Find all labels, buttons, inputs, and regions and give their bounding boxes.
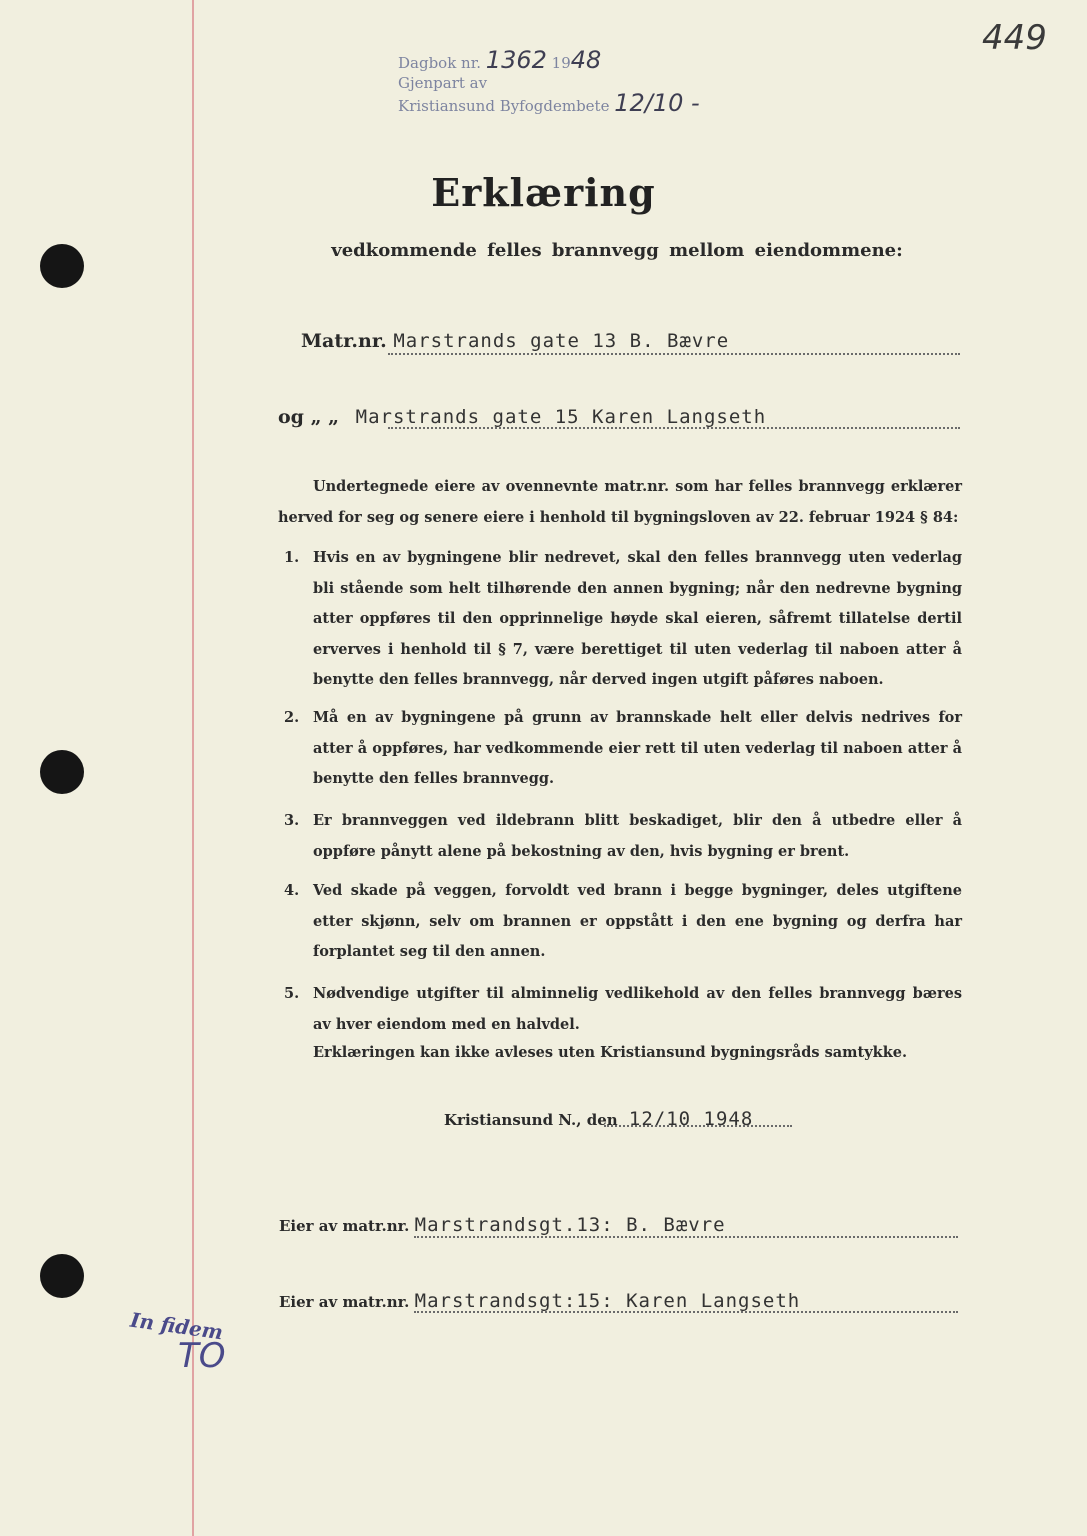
in-fidem-stamp: In fidem bbox=[128, 1307, 225, 1345]
clause-number: 4. bbox=[284, 882, 300, 899]
place-label: Kristiansund N., den bbox=[444, 1111, 618, 1129]
clause-number: 3. bbox=[284, 812, 300, 829]
signature-label: Eier av matr.nr. bbox=[279, 1293, 410, 1311]
clause-number: 5. bbox=[284, 985, 300, 1002]
og-line bbox=[278, 406, 766, 428]
stamp-date-note: 12/10 - bbox=[614, 89, 700, 117]
og-label: og „ „ bbox=[278, 406, 340, 428]
handwritten-initials: TO bbox=[178, 1336, 226, 1376]
matr-label: Matr.nr. bbox=[301, 330, 387, 352]
intro-paragraph: Undertegnede eiere av ovennevnte matr.nr. som har felles brannvegg erklærer herved for seg og senere eiere i henhold til bygningsloven av 22. februar 1924 § 84: bbox=[278, 478, 962, 526]
document-title: Erklæring bbox=[431, 170, 656, 215]
clause-number: 1. bbox=[284, 549, 300, 566]
stamp-year-prefix: 19 bbox=[551, 54, 571, 72]
stamp-dagbok-number: 1362 bbox=[485, 46, 547, 74]
og-dotted-line bbox=[388, 427, 960, 429]
registry-stamp bbox=[398, 46, 700, 117]
margin-rule bbox=[192, 0, 194, 1536]
clause-text: Nødvendige utgifter til alminnelig vedlikehold av den felles brannvegg bæres av hver eiendom med en halvdel. bbox=[313, 985, 962, 1033]
clause-number: 2. bbox=[284, 709, 300, 726]
signature-value: Marstrandsgt:15: Karen Langseth bbox=[414, 1290, 801, 1312]
document-subtitle: vedkommende felles brannvegg mellom eiendommene: bbox=[331, 240, 903, 261]
signature-dotted-line-1 bbox=[414, 1236, 958, 1238]
matr-line bbox=[301, 330, 729, 352]
clause-text: Må en av bygningene på grunn av brannskade helt eller delvis nedrives for atter å oppføres, har vedkommende eier rett til uten vederlag til naboen atter å benytte den felles brannvegg. bbox=[313, 709, 962, 787]
punch-hole-icon bbox=[40, 750, 84, 794]
signature-value: Marstrandsgt.13: B. Bævre bbox=[414, 1214, 726, 1236]
clause-4 bbox=[284, 876, 962, 968]
clause-3 bbox=[284, 806, 962, 868]
clause-text: Er brannveggen ved ildebrann blitt beskadiget, blir den å utbedre eller å oppføre pånytt alene på bekostning av den, hvis bygning er brent. bbox=[313, 812, 962, 860]
closing-note: Erklæringen kan ikke avleses uten Kristiansund bygningsråds samtykke. bbox=[313, 1044, 908, 1061]
signature-dotted-line-2 bbox=[414, 1311, 958, 1313]
date-dotted-line bbox=[604, 1125, 792, 1127]
punch-hole-icon bbox=[40, 1254, 84, 1298]
clause-2 bbox=[284, 703, 962, 795]
og-value: Marstrands gate 15 Karen Langseth bbox=[355, 406, 767, 428]
matr-dotted-line bbox=[388, 353, 960, 355]
signature-line-2 bbox=[279, 1290, 800, 1312]
place-date: 12/10 1948 bbox=[628, 1108, 754, 1130]
clause-1 bbox=[284, 543, 962, 693]
clause-text: Ved skade på veggen, forvoldt ved brann i begge bygninger, deles utgiftene etter skjønn, selv om brannen er oppstått i den ene bygning og derfra har forplantet seg til den annen. bbox=[313, 882, 962, 960]
clause-5 bbox=[284, 979, 962, 1041]
stamp-office: Kristiansund Byfogdembete bbox=[398, 97, 610, 115]
page-number: 449 bbox=[982, 18, 1047, 58]
clause-text: Hvis en av bygningene blir nedrevet, skal den felles brannvegg uten vederlag bli stående som helt tilhørende den annen bygning; når den nedrevne bygning atter oppføres til den opprinnelige høyde skal eieren, såfremt tillatelse dertil erverves i henhold til § 7, være berettiget til uten vederlag til naboen atter å benytte den felles brannvegg, når derved ingen utgift påføres naboen. bbox=[313, 549, 962, 688]
stamp-year-suffix: 48 bbox=[570, 46, 602, 74]
signature-label: Eier av matr.nr. bbox=[279, 1217, 410, 1235]
stamp-copy-label: Gjenpart av bbox=[398, 74, 488, 92]
stamp-dagbok-label: Dagbok nr. bbox=[398, 54, 482, 72]
matr-value: Marstrands gate 13 B. Bævre bbox=[393, 330, 730, 352]
signature-line-1 bbox=[279, 1214, 726, 1236]
